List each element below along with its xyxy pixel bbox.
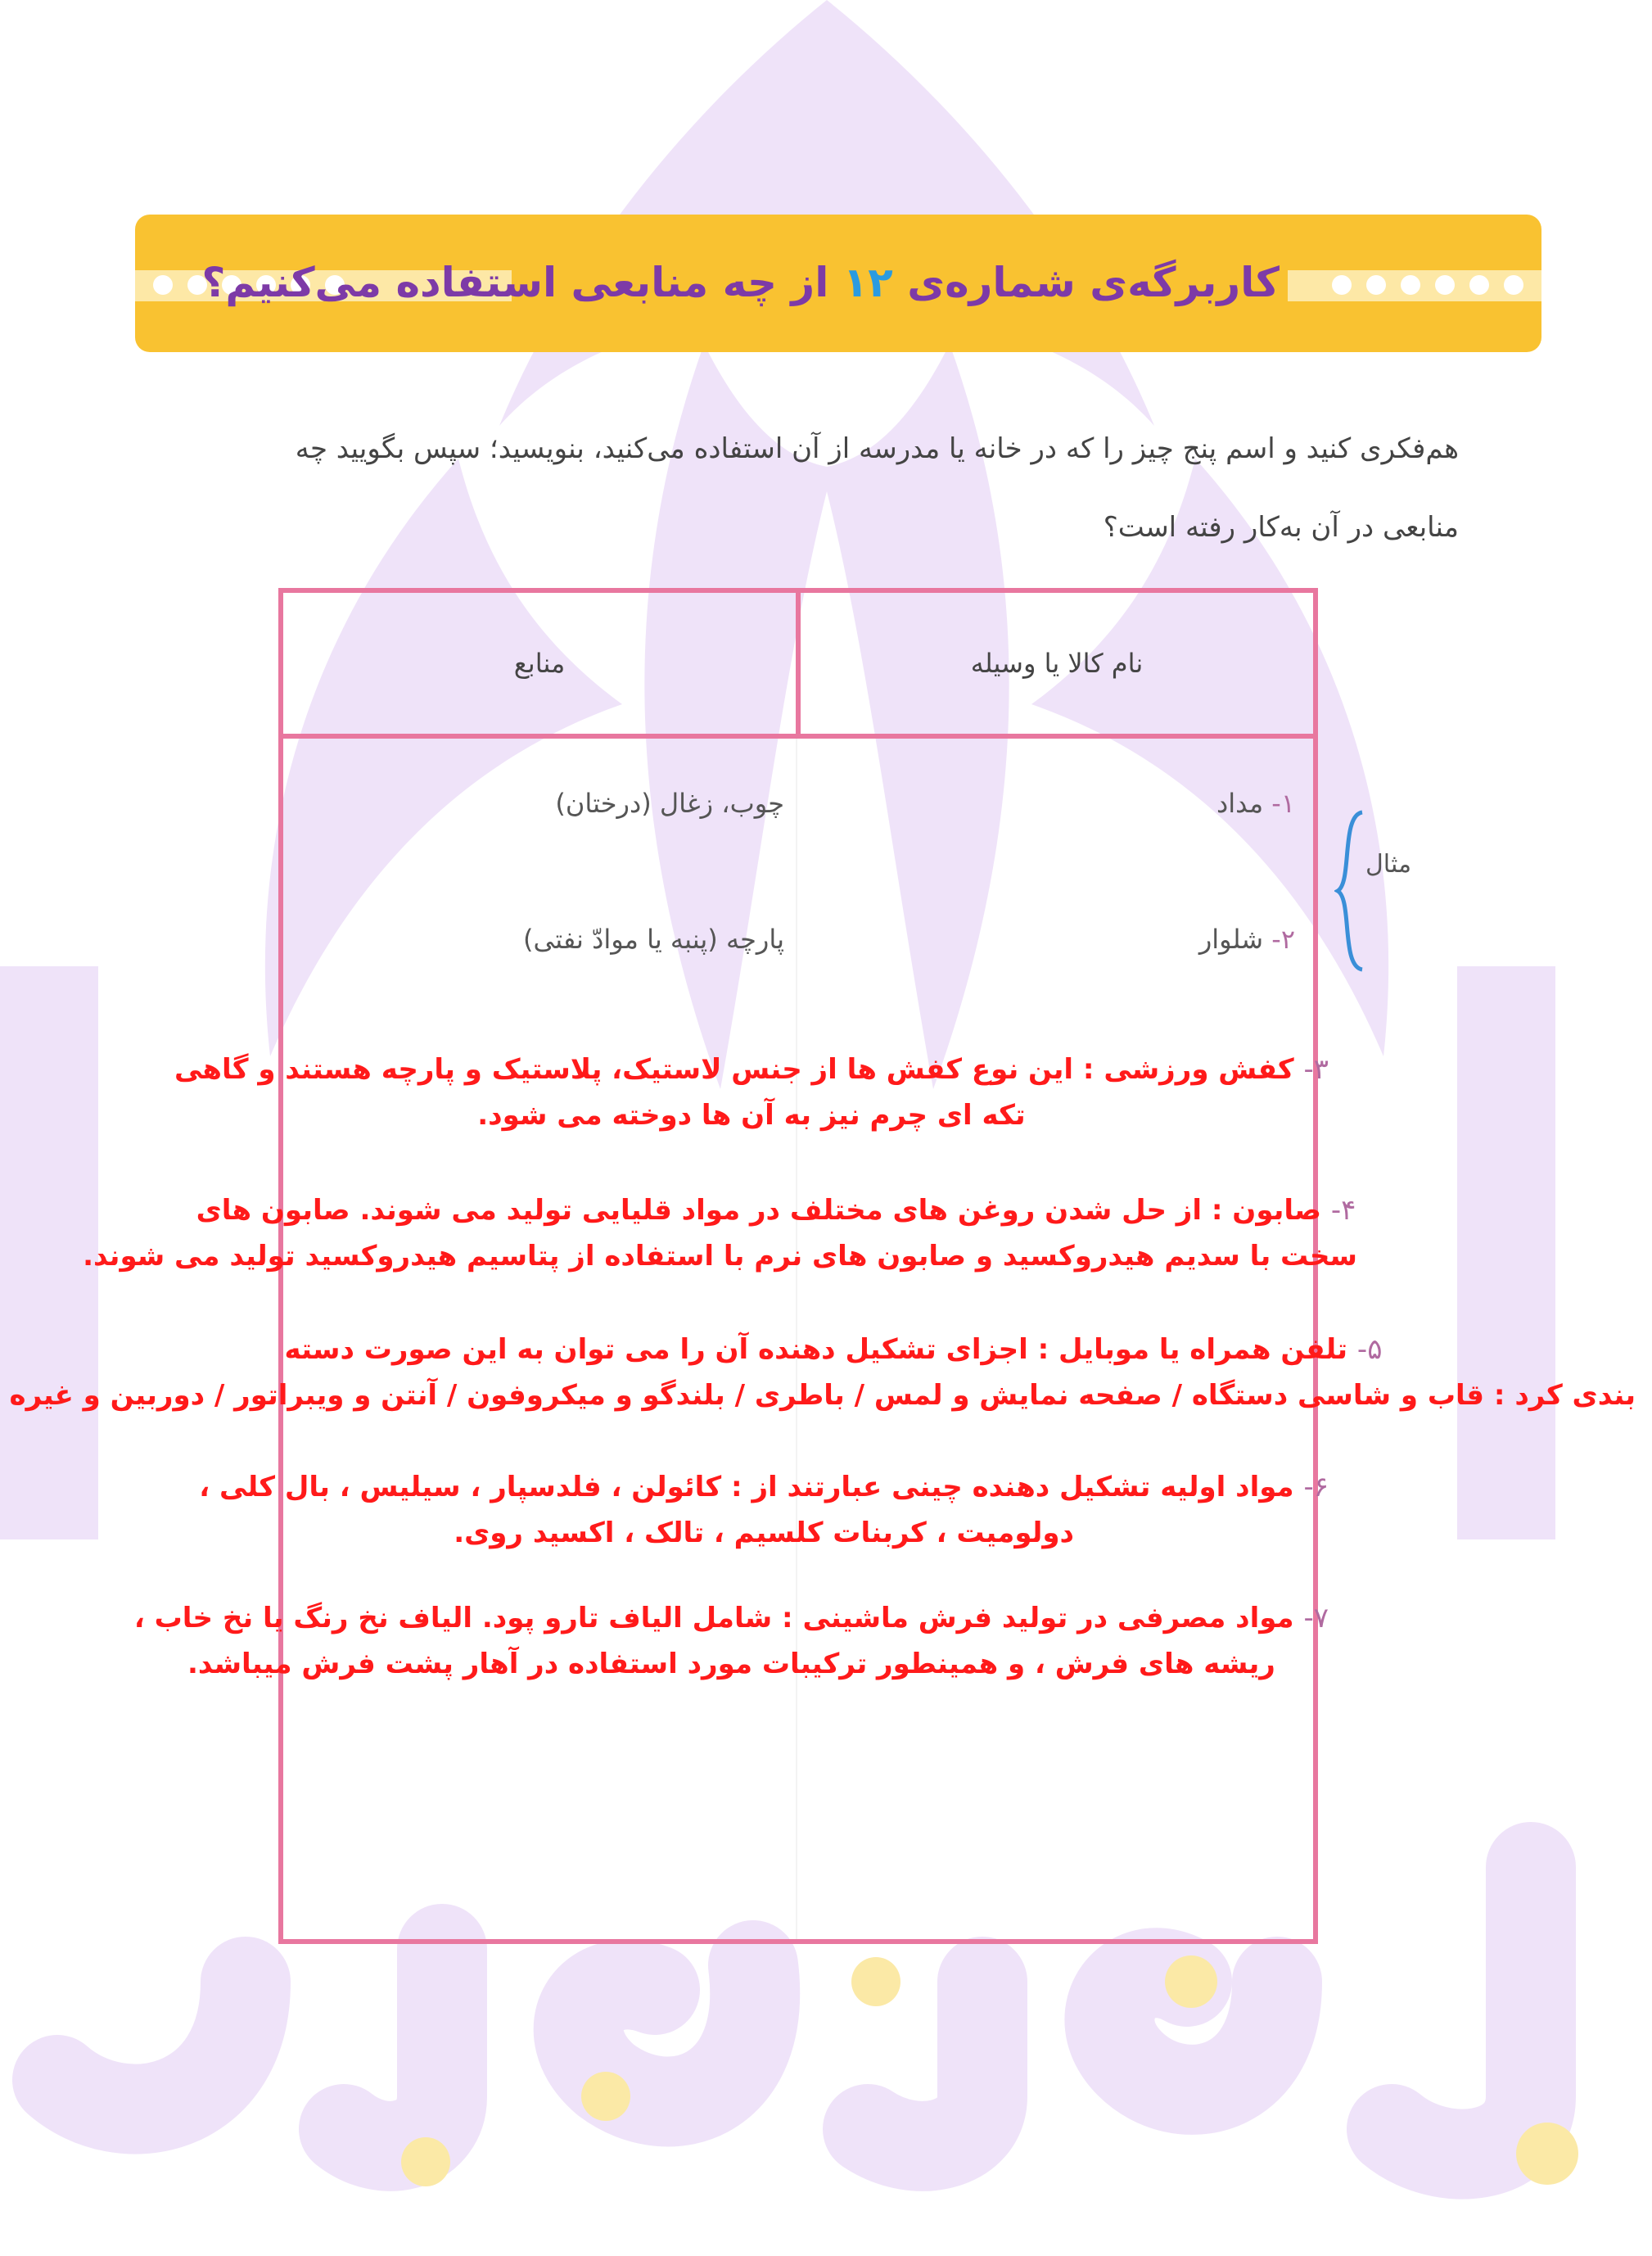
answer-4: ۴- صابون : از حل شدن روغن های مختلف در مواد قلیایی تولید می شوند. صابون های سخت با سدیم هیدروکسید و صابون های نرم با استفاده از پتاسیم هیدروکسید تولید می شوند. [83,1194,1357,1273]
example-2-item: ۲- شلوار [1198,924,1295,955]
answer-6: ۶- مواد اولیه تشکیل دهنده چینی عبارتند از : کائولن ، فلدسپار ، سیلیس ، بال کلی ، دولومیت ، کربنات کلسیم ، تالک ، اکسید روی. [199,1471,1329,1549]
answer-5: ۵- تلفن همراه یا موبایل : اجزای تشکیل دهنده آن را می توان به این صورت دسته بندی کرد : قاب و شاسی دستگاه / صفحه نمایش و لمس / باطری / بلندگو و میکروفون / آنتن و ویبراتور / دوربین و غیره [9,1333,1636,1412]
title-part2: از چه منابعی استفاده می‌کنیم؟ [201,259,829,306]
instructions-line-1: هم‌فکری کنید و اسم پنج چیز را که در خانه یا مدرسه از آن استفاده می‌کنید، بنویسید؛ سپس بگویید چه [295,432,1459,465]
answer-3: ۳- کفش ورزشی : این نوع کفش ها از جنس لاستیک، پلاستیک و پارچه هستند و گاهی تکه ای چرم نیز به آن ها دوخته می شود. [174,1053,1329,1132]
table-header-row [283,593,1313,739]
instructions-paragraph [135,409,1459,567]
instructions-line-2: منابعی در آن به‌کار رفته است؟ [1103,511,1459,544]
banner-dots-right [1332,275,1523,295]
answer-7: ۷- مواد مصرفی در تولید فرش ماشینی : شامل الیاف تارو پود. الیاف نخ رنگ یا نخ خاب ، ریشه های فرش ، و همینطور ترکیبات مورد استفاده در آهار پشت فرش میباشد. [133,1602,1329,1680]
example-label: مثال [1365,850,1412,879]
worksheet-title [201,254,1288,311]
header-item-name: نام کالا یا وسیله [970,648,1144,679]
example-brace-icon [1334,809,1367,973]
example-1-resource: چوب، زغال (درختان) [555,788,784,819]
title-part1: کاربرگه‌ی شماره‌ی [907,259,1280,306]
title-number: ۱۲ [842,259,893,306]
worksheet-banner [135,215,1541,352]
example-1-item: ۱- مداد [1216,788,1295,819]
example-2-resource: پارچه (پنبه یا موادّ نفتی) [523,924,784,955]
header-resources: منابع [513,648,566,679]
